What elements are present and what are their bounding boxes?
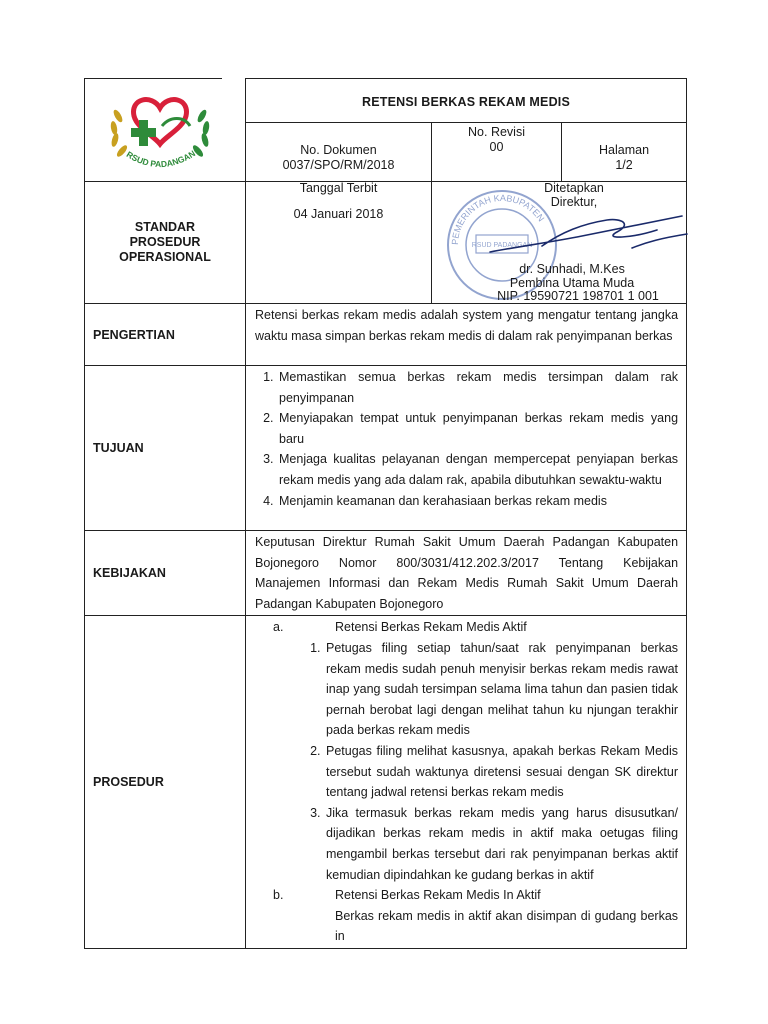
section-b-text: Berkas rekam medis in aktif akan disimpan di gudang berkas in <box>335 908 679 944</box>
no-revisi-label: No. Revisi <box>468 125 525 139</box>
list-item: 1. Memastikan semua berkas rekam medis tersimpan dalam rak penyimpanan <box>277 367 678 408</box>
tanggal-terbit-value: 04 Januari 2018 <box>293 207 384 221</box>
list-item: 3. Menjaga kualitas pelayanan dengan mempercepat penyiapan berkas rekam medis yang ada dalam rak, apabila dibutuhkan sewaktu-waktu <box>277 449 678 490</box>
sop-label-line3: OPERASIONAL <box>119 250 211 264</box>
prosedur-body <box>246 616 687 949</box>
list-item: 4. Menjamin keamanan dan kerahasiaan berkas rekam medis <box>277 491 678 512</box>
no-revisi-cell <box>432 123 562 182</box>
pengertian-label: PENGERTIAN <box>85 304 246 366</box>
section-b-mark: b. <box>273 888 284 903</box>
svg-text:PEMERINTAH KABUPATEN: PEMERINTAH KABUPATEN <box>449 192 547 246</box>
tujuan-label: TUJUAN <box>85 366 246 531</box>
no-dokumen-label: No. Dokumen <box>300 143 377 157</box>
section-a-title: Retensi Berkas Rekam Medis Aktif <box>335 620 527 635</box>
sop-label-line1: STANDAR <box>134 220 196 234</box>
sop-table <box>84 78 687 949</box>
tanggal-terbit-label: Tanggal Terbit <box>299 181 378 195</box>
section-b-title: Retensi Berkas Rekam Medis In Aktif <box>335 888 541 903</box>
svg-text:RSUD PADANGAN: RSUD PADANGAN <box>124 148 197 170</box>
list-item: 2. Petugas filing melihat kasusnya, apakah berkas Rekam Medis tersebut sudah waktunya diretensi sesuai dengan SK direktur tentang jadwal retensi berkas rekam medis <box>324 741 678 803</box>
halaman-label: Halaman <box>599 143 650 157</box>
tujuan-body <box>246 366 687 531</box>
direktur-text: Direktur, <box>550 195 598 209</box>
list-item: 3. Jika termasuk berkas rekam medis yang harus disusutkan/ dijadikan berkas rekam medis in aktif maka oetugas filing mengambil berkas tersebut dari rak penyimpanan berkas aktif kemudian dipindahkan ke gudang berkas in aktif <box>324 803 678 885</box>
prosedur-section-a <box>246 617 678 638</box>
kebijakan-text: Keputusan Direktur Rumah Sakit Umum Daerah Padangan Kabupaten Bojonegoro Nomor 800/3031/412.202.3/2017 Tentang Kebijakan Manajemen Informasi dan Rekam Medis Rumah Sakit Umum Daerah Padangan Kabupaten Bojonegoro <box>246 531 687 616</box>
list-item: 1. Petugas filing setiap tahun/saat rak penyimpanan berkas rekam medis sudah penuh menyisir berkas rekam medis rawat inap yang sudah tersimpan selama lima tahun dan pasien tidak pernah berobat lagi dengan melihat tahun ku njungan terakhir pada berkas rekam medis <box>324 638 678 741</box>
halaman-cell <box>562 123 687 182</box>
signer-name: dr. Sunhadi, M.Kes <box>519 262 625 276</box>
sop-label-line2: PROSEDUR <box>129 235 201 249</box>
rsud-padangan-logo-icon <box>104 86 216 176</box>
section-a-mark: a. <box>273 620 284 635</box>
halaman-value: 1/2 <box>615 158 633 172</box>
tujuan-list <box>255 367 678 511</box>
prosedur-section-b <box>246 885 678 906</box>
no-revisi-value: 00 <box>489 140 504 154</box>
svg-text:RSUD PADANGAN: RSUD PADANGAN <box>471 242 533 249</box>
no-dokumen-value: 0037/SPO/RM/2018 <box>282 158 395 172</box>
prosedur-label: PROSEDUR <box>85 616 246 949</box>
signature-cell <box>432 182 687 304</box>
ditetapkan-text: Ditetapkan <box>544 181 604 195</box>
signer-nip: NIP. 19590721 198701 1 001 <box>497 289 659 303</box>
sop-label-cell <box>85 182 246 304</box>
document-title: RETENSI BERKAS REKAM MEDIS <box>246 79 687 123</box>
signer-rank: Pembina Utama Muda <box>509 275 635 290</box>
prosedur-a-list <box>246 638 678 885</box>
kebijakan-label: KEBIJAKAN <box>85 531 246 616</box>
list-item: 2. Menyiapakan tempat untuk penyimpanan berkas rekam medis yang baru <box>277 408 678 449</box>
tanggal-terbit-cell <box>246 182 432 304</box>
pengertian-text: Retensi berkas rekam medis adalah system yang mengatur tentang jangka waktu masa simpan berkas rekam medis di dalam rak penyimpanan berkas <box>246 304 687 366</box>
no-dokumen-cell <box>246 123 432 182</box>
